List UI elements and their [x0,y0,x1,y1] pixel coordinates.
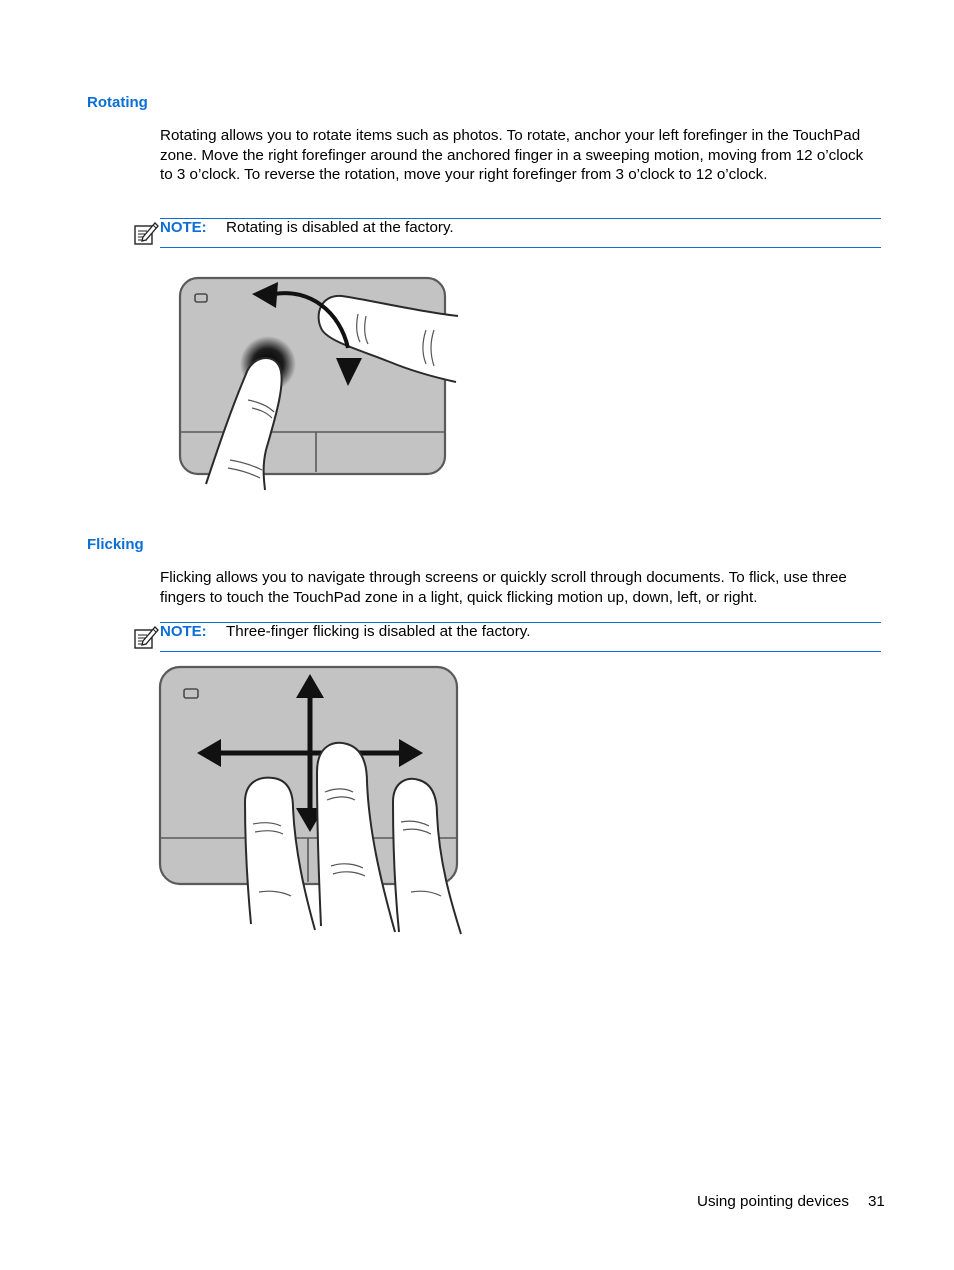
flicking-heading: Flicking [87,536,144,553]
footer-section-title: Using pointing devices [697,1193,849,1210]
page-footer [697,1192,885,1211]
note-label: NOTE: [160,219,207,236]
rotating-paragraph: Rotating allows you to rotate items such as photos. To rotate, anchor your left forefinger in the TouchPad zone. Move the right forefinger around the anchored finger in a sweeping motion, moving from 12 o’clock to 3 o’clock. To reverse the rotation, move your right forefinger from 3 o’clock to 12 o’clock. [160,127,864,183]
note-text: Three-finger flicking is disabled at the factory. [226,623,531,640]
note-pencil-icon [133,220,159,246]
page-number: 31 [867,1193,885,1210]
note-pencil-icon [133,624,159,650]
flicking-touchpad-illustration [155,662,470,940]
flicking-paragraph: Flicking allows you to navigate through screens or quickly scroll through documents. To flick, use three fingers to touch the TouchPad zone in a light, quick flicking motion up, down, left, or right. [160,569,847,606]
note-label: NOTE: [160,623,207,640]
note-text: Rotating is disabled at the factory. [226,219,454,236]
rotating-touchpad-illustration [170,272,470,494]
rotating-note [160,218,881,248]
rotating-heading: Rotating [87,94,148,111]
flicking-note [160,622,881,652]
